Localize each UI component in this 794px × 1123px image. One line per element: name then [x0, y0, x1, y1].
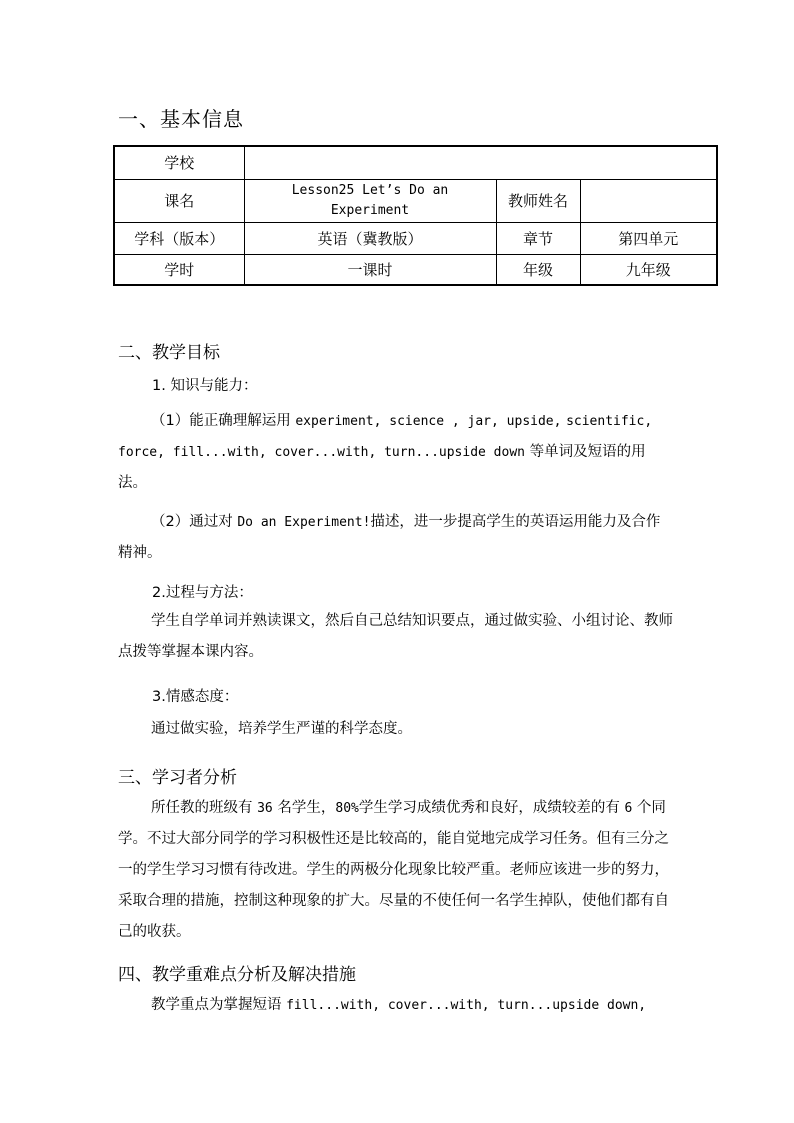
basic-info-table [113, 145, 718, 286]
grade-value: 九年级 [580, 254, 717, 285]
text-run: 教学重点为掌握短语 [151, 997, 287, 1013]
hours-label: 学时 [114, 254, 244, 285]
text-run: Do an Experiment! [237, 515, 371, 530]
course-value-line-2: Experiment [330, 202, 410, 218]
text-run: scientific, force, fill...with, cover...with, turn...upside down [118, 414, 653, 460]
section-3-heading: 三、学习者分析 [118, 768, 237, 788]
text-run: 80% [335, 801, 359, 816]
grade-label: 年级 [496, 254, 580, 285]
table-row [114, 146, 717, 179]
key-points-paragraph [118, 990, 674, 1021]
learner-analysis-paragraph [118, 793, 674, 948]
section-4-heading: 四、教学重难点分析及解决措施 [118, 965, 356, 985]
text-run: 个同学。不过大部分同学的学习积极性还是比较高的，能自觉地完成学习任务。但有三分之一的学生学习习惯有待改进。学生的两极分化现象比较严重。老师应该进一步的努力，采取合理的措施，控制这种现象的扩大。尽量的不使任何一名学生掉队，使他们都有自己的收获。 [118, 800, 669, 940]
text-run: 所任教的班级有 [151, 800, 258, 816]
text-run: 名学生， [272, 800, 336, 816]
chapter-label: 章节 [496, 222, 580, 254]
goal-2-paragraph: 学生自学单词并熟读课文，然后自己总结知识要点，通过做实验、小组讨论、教师点拨等掌握本课内容。 [118, 613, 673, 660]
school-value [244, 146, 717, 179]
teacher-value [580, 179, 717, 222]
table-row [114, 222, 717, 254]
course-label: 课名 [114, 179, 244, 222]
table-row [114, 254, 717, 285]
course-value [244, 179, 496, 222]
goal-1-item-2 [118, 507, 674, 569]
course-value-line-1: Lesson25 Let’s Do an [291, 182, 449, 198]
text-run: experiment, science , jar, upside, [295, 414, 562, 429]
section-2-heading: 二、教学目标 [118, 343, 220, 363]
school-label: 学校 [114, 146, 244, 179]
text-run: 等单词及短语的用法。 [118, 444, 646, 491]
section-1-heading: 一、基本信息 [118, 107, 244, 131]
goal-2-heading: 2.过程与方法： [152, 585, 253, 601]
goal-1-paragraph [118, 406, 674, 499]
text-run: （2）通过对 [151, 514, 238, 530]
goal-1-heading: 1. 知识与能力： [152, 378, 258, 394]
goal-3-heading: 3.情感态度： [152, 689, 239, 705]
text-run: 描述，进一步提高学生的英语运用能力及合作精神。 [118, 514, 661, 561]
table-row [114, 179, 717, 222]
hours-value: 一课时 [244, 254, 496, 285]
text-run: 36 [257, 801, 273, 816]
chapter-value: 第四单元 [580, 222, 717, 254]
goal-3-paragraph: 通过做实验，培养学生严谨的科学态度。 [151, 721, 412, 737]
subject-label: 学科（版本） [114, 222, 244, 254]
subject-value: 英语（冀教版） [244, 222, 496, 254]
text-run: （1）能正确理解运用 [151, 413, 296, 429]
text-run: fill...with, cover...with, turn...upside down, [286, 998, 647, 1013]
text-run: 学生学习成绩优秀和良好，成绩较差的有 [358, 800, 625, 816]
text-run: 6 [624, 801, 633, 816]
teacher-label: 教师姓名 [496, 179, 580, 222]
